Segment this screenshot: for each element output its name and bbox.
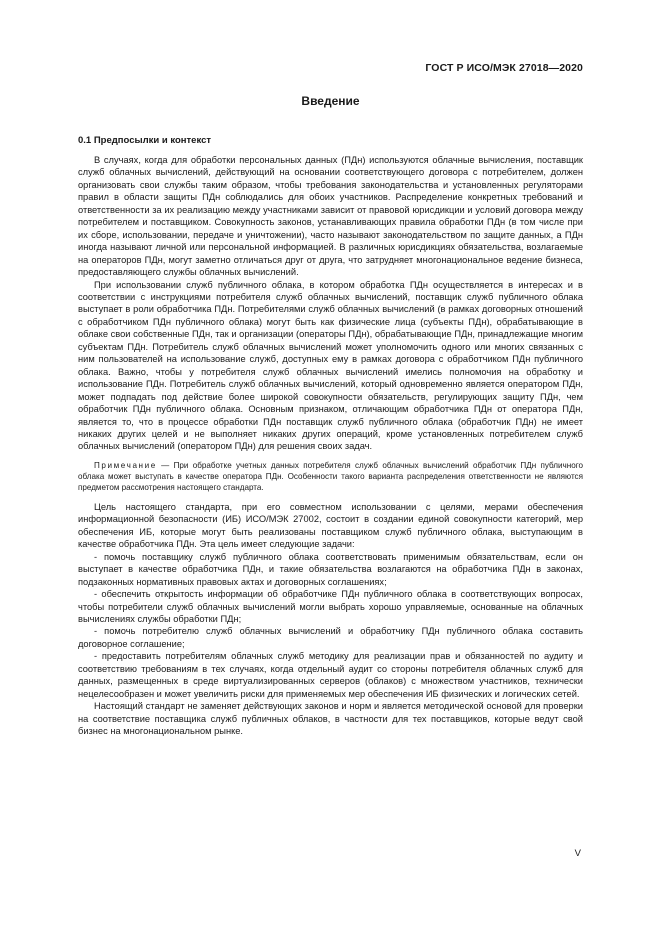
note: [78, 460, 583, 493]
paragraph: При использовании служб публичного облака, в котором обработка ПДн осуществляется в интересах и в соответствии с инструкциями потребителя служб облачных вычислений, поставщик служб публичного облака выступает в роли обработчика ПДн. Потребителями служб облачных вычислений (в рамках договорных отношений с обработчиком ПДн публичного облака) могут быть как физические лица (субъекты ПДн), обрабатывающие в облаке свои собственные ПДн, так и организации (операторы ПДн), обрабатывающие ПДн, принадлежащие многим субъектам ПДн. Потребитель служб облачных вычислений может уполномочить одного или многих связанных с ним пользователей на использование служб, доступных ему в рамках договора с обработчиком ПДн публичного облака. Важно, чтобы у потребителя служб облачных вычислений имелись полномочия на обработку и использование ПДн. Потребитель служб облачных вычислений, который одновременно является оператором ПДн, может подпадать под действие более широкой совокупности обязательств, регулирующих защиту ПДн, чем обработчик ПДн публичного облака. Основным признаком, отличающим обработчика ПДн от оператора ПДн, является то, что в процессе обработки ПДн поставщик служб публичного облака (обработчик ПДн) не имеет никаких других целей и не выполняет никаких других операций, кроме установленных потребителем служб облачных вычислений (оператором ПДн) для решения своих задач.: [78, 279, 583, 452]
list-item: - помочь поставщику служб публичного облака соответствовать применимым обязательствам, если он выступает в качестве обработчика ПДн, и такие обязательства возлагаются на обработчика ПДн в законах, подзаконных нормативных правовых актах и договорных соглашениях;: [78, 551, 583, 587]
page-number: V: [574, 848, 581, 859]
note-text: — При обработке учетных данных потребителя служб облачных вычислений обработчик ПДн публичного облака может выступать в качестве оператора ПДн. Особенности такого варианта распределения ответственности не являются предметом рассмотрения настоящего стандарта.: [78, 460, 583, 492]
list-item: - помочь потребителю служб облачных вычислений и обработчику ПДн публичного облака составить договорное соглашение;: [78, 626, 583, 649]
section-heading: 0.1 Предпосылки и контекст: [78, 135, 212, 146]
note-label: Примечание: [94, 460, 157, 470]
paragraph: В случаях, когда для обработки персональных данных (ПДн) используются облачные вычисления, поставщик служб облачных вычислений, действующий на основании соответствующего договора с потребителем, должен организовать свои службы таким образом, чтобы требования законодательства и установленных регуляторами правил в области защиты ПДн соблюдались для обоих участников. Распределение конкретных требований и ответственности за их реализацию между участниками зависит от правовой юрисдикции и условий договора между потребителем и поставщиком. Совокупность законов, устанавливающих правила обработки ПДн (в том числе при их сборе, использовании, передаче и уничтожении), часто называют законодательством по защите данных, а ПДн иногда называют личной или персональной информацией. В различных юрисдикциях обязательства, возлагаемые на операторов ПДн, могут заметно отличаться друг от друга, что затрудняет многонациональное ведение бизнеса, предоставляющего службы облачных вычислений.: [78, 155, 583, 278]
document-body: [78, 154, 583, 737]
page-title: Введение: [301, 94, 360, 108]
standard-designation: ГОСТ Р ИСО/МЭК 27018—2020: [425, 62, 583, 74]
list-item: - обеспечить открытость информации об обработчике ПДн публичного облака в соответствующих вопросах, чтобы потребители служб облачных вычислений могли выбрать хорошо управляемые, основанные на облачных вычислениях службы обработки ПДн;: [78, 589, 583, 624]
paragraph: Настоящий стандарт не заменяет действующих законов и норм и является методической основой для проверки на соответствие поставщика служб публичных облаков, в частности для тех поставщиков, которые ведут свой бизнес на многонациональном рынке.: [78, 701, 583, 737]
paragraph: Цель настоящего стандарта, при его совместном использовании с целями, мерами обеспечения информационной безопасности (ИБ) ИСО/МЭК 27002, состоит в создании единой совокупности категорий, мер обеспечения ИБ, которые могут быть реализованы поставщиком служб публичного облака, выступающим в качестве обработчика ПДн. Эта цель имеет следующие задачи:: [78, 501, 583, 550]
list-item: - предоставить потребителям облачных служб методику для реализации прав и обязанностей по аудиту и соответствию требованиям в тех случаях, когда отдельный аудит со стороны потребителя облачных служб для данных, размещенных в среде виртуализированных серверов (облаков) с множеством участников, технически нецелесообразен и может увеличить риски для применяемых мер обеспечения ИБ физических и логических сетей.: [78, 651, 583, 699]
